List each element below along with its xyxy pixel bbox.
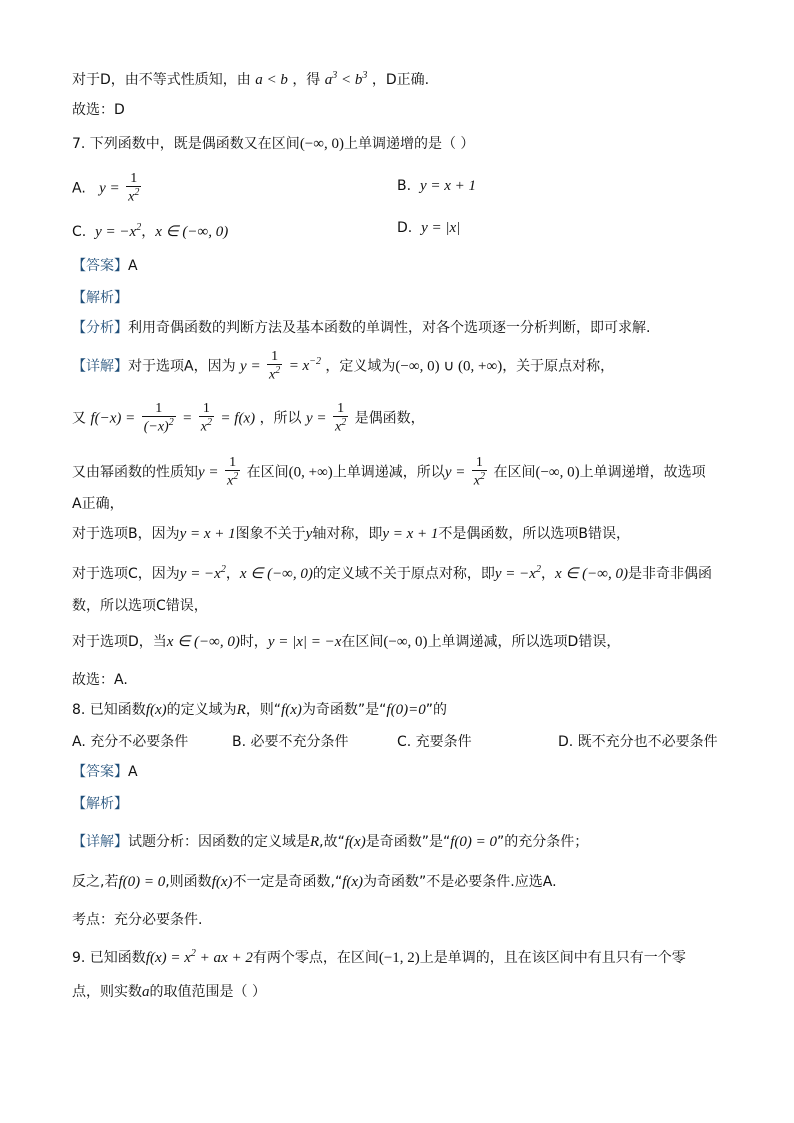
choose-d: 故选：D	[72, 102, 125, 118]
text: ，D正确.	[371, 72, 430, 88]
question-9-stem: 9. 已知函数$f(x) = x^2$ + ax + 2有两个零点，在区间(−1, 2)上是单调的，且在该区间中有且只有一个零	[72, 948, 686, 966]
math-interval: (−∞, 0)	[299, 136, 344, 152]
line-d-correct	[72, 66, 429, 90]
analysis-tag-7: 【解析】	[72, 290, 128, 306]
answer-8: 【答案】A	[72, 764, 138, 780]
detail-7-c: 对于选项C，因为$y = -x^2$，x ∈ (−∞, 0)的定义域不关于原点对称，即$y = -x^2$，x ∈ (−∞, 0)是非奇非偶函	[72, 564, 712, 582]
option-7d: D. y = |x|	[397, 220, 461, 236]
question-9-stem-end: 点，则实数a的取值范围是（ ）	[72, 984, 266, 1000]
option-7c: C. $y = -x^2$，x ∈ (−∞, 0)	[72, 222, 229, 240]
analysis-tag-8: 【解析】	[72, 796, 128, 812]
detail-7-a: 【详解】对于选项A，因为 y = $\frac{1}{x^2}$ = $x^{-2}$ ，定义域为(−∞, 0) ∪ (0, +∞)，关于原点对称，	[72, 349, 615, 383]
detail-7-d: 对于选项D，当x ∈ (−∞, 0)时，y = |x| = −x在区间(−∞, 0)上单调递减，所以选项D错误，	[72, 634, 621, 650]
choose-a: 故选：A.	[72, 672, 128, 688]
detail-7-even: 又 f(−x) = $\frac{1}{(-x)^2}$ = $\frac{1}{x^2}$ = f(x) ，所以 y = $\frac{1}{x^2}$ 是偶函数，	[72, 401, 425, 435]
knowledge-point: 考点：充分必要条件.	[72, 912, 203, 928]
option-8c: C. 充要条件	[397, 734, 472, 750]
question-7-stem: 7. 下列函数中，既是偶函数又在区间(−∞, 0)上单调递增的是（ ）	[72, 136, 475, 152]
question-8-stem: 8. 已知函数f(x)的定义域为R，则“f(x)为奇函数”是“f(0)=0”的	[72, 702, 447, 718]
option-8a: A. 充分不必要条件	[72, 734, 189, 750]
math-cube-inequality: $a^3 < b^3$	[324, 70, 368, 88]
option-7a: A. y = $\frac{1}{x^2}$	[72, 171, 140, 205]
analysis-7: 【分析】利用奇偶函数的判断方法及基本函数的单调性，对各个选项逐一分析判断，即可求解.	[72, 320, 651, 336]
detail-7-monotone: 又由幂函数的性质知y = $\frac{1}{x^2}$ 在区间(0, +∞)上单调递减，所以y = $\frac{1}{x^2}$ 在区间(−∞, 0)上单调递增，故选项	[72, 455, 706, 489]
detail-7-b: 对于选项B，因为y = x + 1图象不关于y轴对称，即y = x + 1不是偶函数，所以选项B错误，	[72, 526, 631, 542]
option-8d: D. 既不充分也不必要条件	[558, 734, 718, 750]
option-8b: B. 必要不充分条件	[232, 734, 349, 750]
math-inequality: a < b	[255, 72, 288, 88]
option-7b: B. y = x + 1	[397, 178, 477, 194]
detail-8-a: 【详解】试题分析：因函数的定义域是R,故“f(x)是奇函数”是“f(0) = 0”的充分条件；	[72, 834, 589, 850]
answer-7: 【答案】A	[72, 258, 138, 274]
text: 对于D，由不等式性质知，由	[72, 72, 251, 88]
detail-8-b: 反之,若f(0) = 0,则函数f(x)不一定是奇函数,“f(x)为奇函数”不是必要条件.应选A.	[72, 874, 557, 890]
detail-7-c-end: 数，所以选项C错误，	[72, 598, 208, 614]
detail-7-a-correct: A正确，	[72, 496, 124, 512]
text: ，得	[292, 72, 321, 88]
